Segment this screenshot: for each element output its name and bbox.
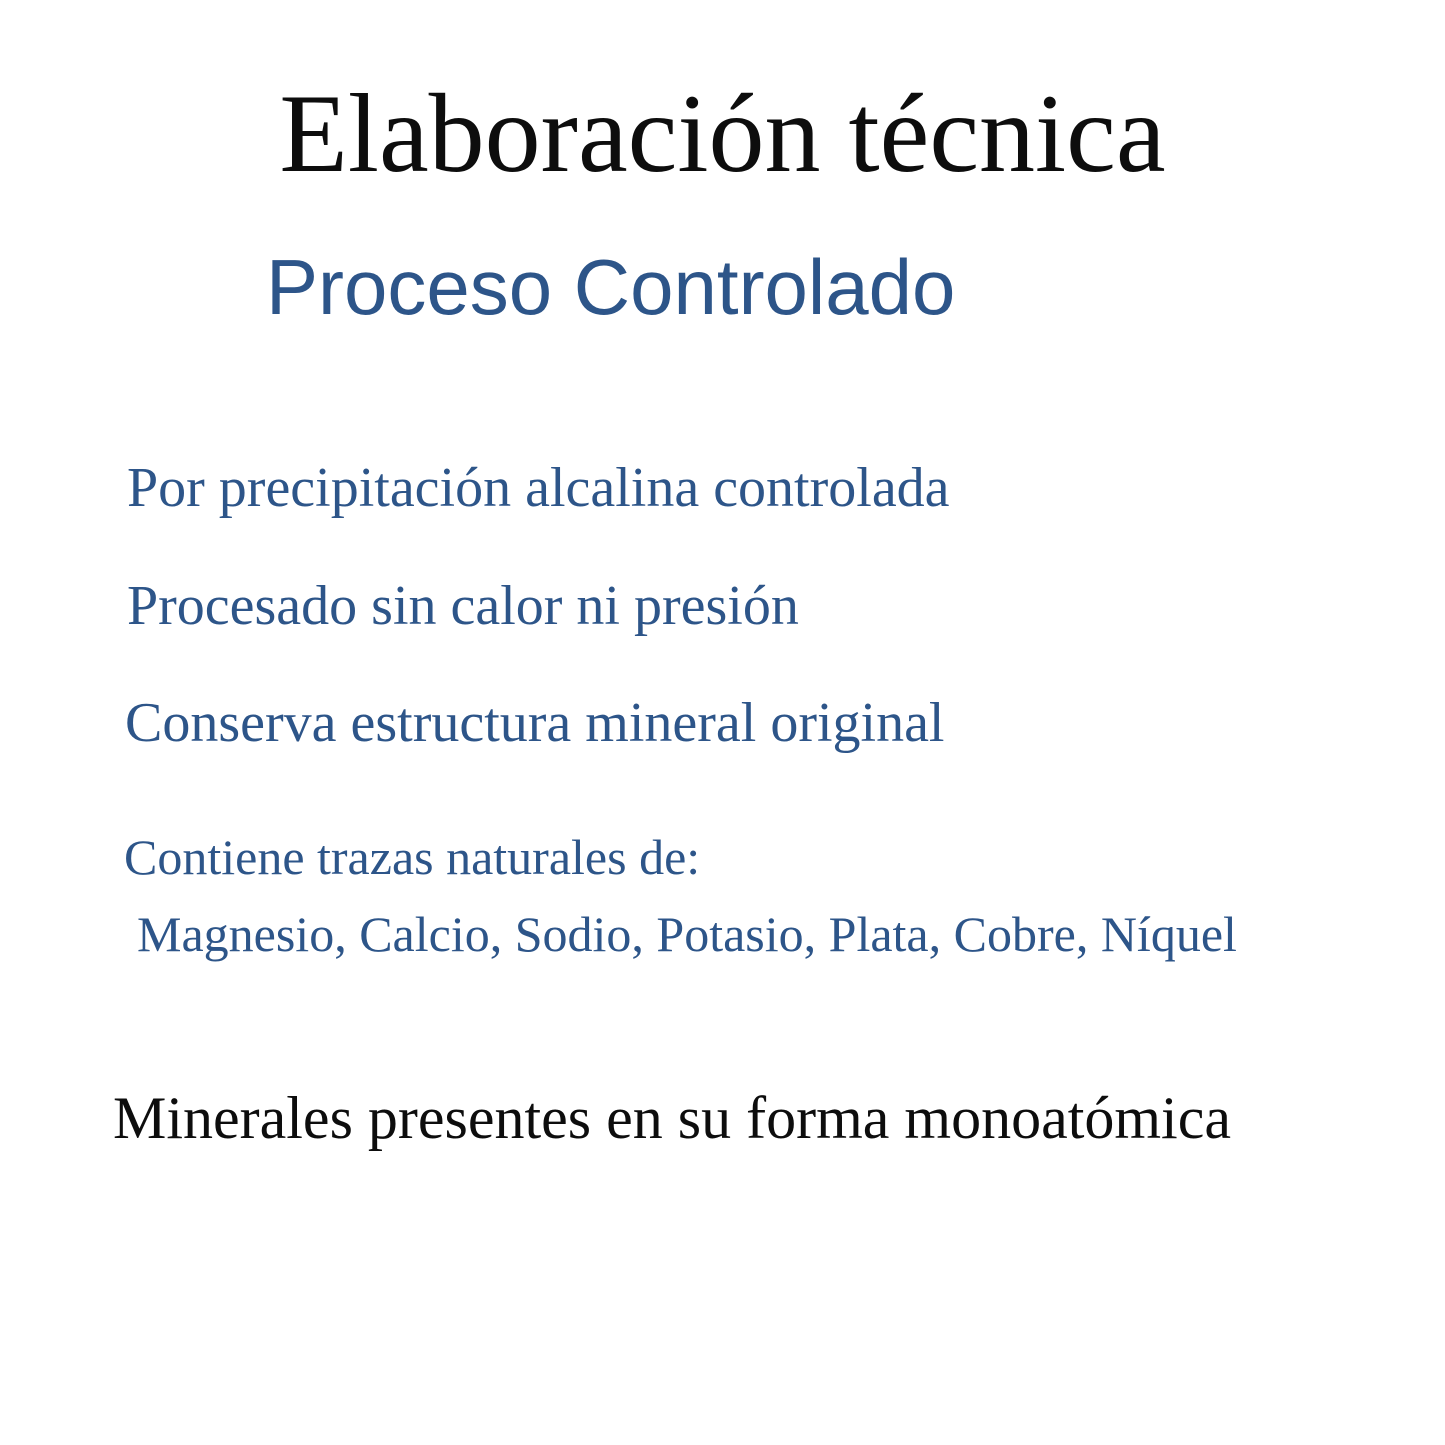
footer-statement: Minerales presentes en su forma monoatómica (113, 1085, 1231, 1151)
page-title: Elaboración técnica (279, 72, 1166, 196)
feature-item: Conserva estructura mineral original (125, 692, 945, 754)
feature-item: Por precipitación alcalina controlada (127, 457, 950, 519)
trace-mineral-list: Magnesio, Calcio, Sodio, Potasio, Plata, Cobre, Níquel (137, 906, 1237, 962)
trace-heading: Contiene trazas naturales de: (124, 829, 701, 885)
page-subtitle: Proceso Controlado (266, 243, 956, 331)
feature-item: Procesado sin calor ni presión (127, 575, 799, 637)
